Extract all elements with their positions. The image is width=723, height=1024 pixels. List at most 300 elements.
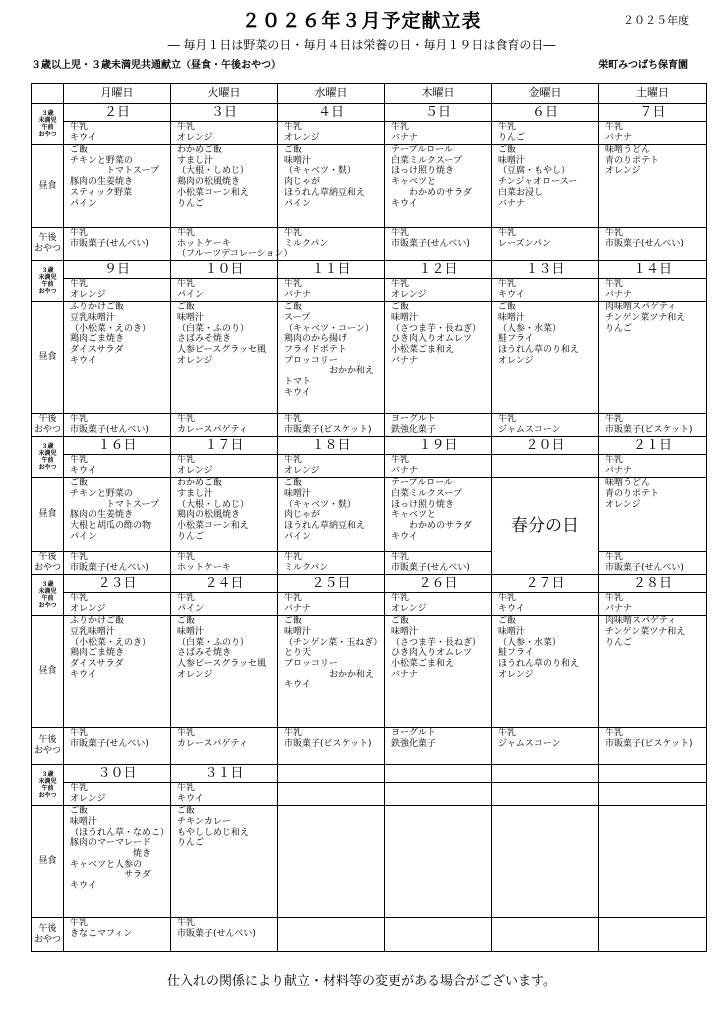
lunch-cell (599, 302, 707, 414)
afternoon-snack-cell (599, 414, 707, 437)
afternoon-snack-cell (278, 552, 385, 575)
lunch-label (32, 145, 64, 228)
menu-line: 青のりポテト (605, 488, 660, 499)
menu-line: 牛乳 (284, 122, 303, 132)
morning-snack-label (32, 104, 64, 145)
menu-line: （チンゲン菜・玉ねぎ） (284, 637, 383, 648)
menu-line: ブロッコリー (284, 355, 338, 366)
afternoon-snack-label (32, 552, 64, 575)
morning-snack-cell (171, 783, 278, 806)
lunch-cell (64, 302, 171, 414)
menu-line: キウイ (70, 465, 97, 476)
menu-line: 牛乳 (284, 279, 303, 290)
menu-line: キウイ (498, 603, 525, 614)
menu-line: 鶏肉の松風焼き (177, 510, 241, 521)
morning-snack-cell (385, 593, 492, 616)
menu-line: キウイ (391, 198, 418, 209)
menu-line: オレンジ (177, 355, 213, 366)
menu-line: キャベツと人参の (70, 859, 143, 870)
menu-line: 市販菓子(ビスケット) (605, 424, 693, 435)
menu-line: （小松菜・えのき） (70, 637, 152, 648)
afternoon-snack-cell (492, 918, 599, 952)
menu-line: 牛乳 (391, 279, 410, 290)
menu-line: 牛乳 (391, 552, 410, 563)
lunch-label (32, 616, 64, 728)
menu-line: ふりかけご飯 (70, 616, 125, 627)
menu-line: ほうれん草納豆和え (284, 520, 366, 531)
morning-snack-label-text: 未満児 (38, 274, 57, 282)
menu-line: ご飯 (284, 478, 303, 489)
afternoon-snack-label (32, 414, 64, 437)
afternoon-snack-cell (492, 728, 599, 765)
menu-line: ホットケーキ (177, 238, 231, 249)
menu-line: 豆乳味噌汁 (70, 626, 116, 637)
morning-snack-label-text: 午前 (41, 457, 54, 465)
menu-line: 肉味噌スパゲティ (605, 302, 677, 313)
menu-line: （キャベツ・麩） (284, 166, 357, 177)
menu-line: バナナ (391, 132, 419, 143)
afternoon-snack-cell (385, 918, 492, 952)
menu-line: 牛乳 (498, 228, 517, 238)
lunch-cell (64, 806, 171, 918)
menu-line: トマトスープ (70, 499, 160, 510)
menu-line: オレンジ (605, 499, 641, 510)
menu-line: トマト (284, 377, 312, 388)
afternoon-snack-cell (599, 552, 707, 575)
menu-line: 白菜お浸し (498, 187, 544, 198)
lunch-cell (278, 806, 385, 918)
menu-line: 味噌うどん (605, 478, 651, 489)
menu-line: オレンジ (605, 166, 641, 177)
afternoon-snack-cell (385, 728, 492, 765)
menu-line: とり天 (284, 648, 312, 659)
weekday-wed: 水曜日 (278, 84, 385, 104)
menu-line: ご飯 (498, 616, 517, 627)
menu-line: わかめのサラダ (391, 520, 472, 531)
menu-line: 肉じゃが (284, 510, 321, 521)
menu-line: キウイ (284, 680, 311, 691)
menu-line: バナナ (605, 132, 633, 143)
afternoon-snack-label-text: 午後 (38, 414, 57, 425)
menu-line: チンジャオロースー (498, 177, 578, 188)
morning-snack-cell (599, 593, 707, 616)
menu-line: キウイ (498, 289, 525, 300)
menu-line: りんご (605, 637, 633, 648)
menu-line: パイン (70, 531, 98, 542)
menu-line: 牛乳 (177, 414, 196, 425)
afternoon-snack-label-text: おやつ (33, 563, 61, 574)
menu-line: （大根・しめじ） (177, 499, 250, 510)
afternoon-snack-cell (64, 228, 171, 261)
menu-line: 牛乳 (605, 728, 624, 739)
morning-snack-cell (599, 455, 707, 478)
school-name: 栄町みつばち保育園 (598, 60, 688, 71)
menu-line: ジャムスコーン (498, 738, 561, 749)
lunch-cell (492, 616, 599, 728)
menu-line: 牛乳 (70, 122, 89, 132)
menu-line: （キャベツ・コーン） (284, 323, 374, 334)
morning-snack-label-text: 午前 (41, 281, 54, 289)
date-row (32, 437, 707, 455)
menu-line: ヨーグルト (391, 414, 436, 425)
menu-line: 鉄強化菓子 (391, 424, 437, 435)
date-cell: １７日 (171, 437, 278, 455)
date-cell: ６日 (492, 104, 599, 122)
lunch-cell (171, 478, 278, 552)
menu-line: 人参ピースグラッセ風 (177, 344, 267, 355)
date-cell: ２日 (64, 104, 171, 122)
menu-line: パイン (70, 198, 98, 209)
menu-line: オレンジ (70, 603, 106, 614)
menu-line: 肉じゃが (284, 177, 321, 188)
menu-line: 市販菓子(ビスケット) (284, 424, 372, 435)
date-cell: １４日 (599, 261, 707, 279)
afternoon-snack-label-text: おやつ (33, 746, 61, 757)
menu-line: テーブルロール (391, 478, 454, 489)
menu-line: 味噌汁 (284, 626, 312, 637)
menu-line: 小松菜ごま和え (391, 658, 455, 669)
date-cell: ７日 (599, 104, 707, 122)
menu-line: バナナ (605, 465, 633, 476)
menu-line: 鶏肉ごま焼き (70, 334, 125, 345)
afternoon-snack-cell (278, 918, 385, 952)
date-row (32, 261, 707, 279)
menu-line: ほっけ照り焼き (391, 499, 455, 510)
menu-line: レーズンパン (498, 238, 551, 249)
date-cell: １１日 (278, 261, 385, 279)
afternoon-snack-cell (385, 228, 492, 261)
menu-line: ご飯 (284, 145, 303, 155)
morning-snack-label-text: 午前 (41, 785, 54, 793)
lunch-cell (385, 616, 492, 728)
lunch-cell (171, 806, 278, 918)
menu-line: りんご (177, 198, 205, 209)
menu-line: 味噌汁 (498, 626, 526, 637)
afternoon-snack-cell (171, 552, 278, 575)
menu-line: 鶏肉ごま焼き (70, 648, 125, 659)
menu-line: 市販菓子(せんべい) (177, 928, 256, 939)
menu-line: ダイスサラダ (70, 344, 124, 355)
menu-line: りんご (177, 531, 205, 542)
afternoon-snack-label-text: 午後 (38, 552, 57, 563)
menu-line: （小松菜・えのき） (70, 323, 152, 334)
morning-snack-label-text: おやつ (38, 792, 57, 800)
morning-snack-row (32, 279, 707, 302)
lunch-cell (385, 806, 492, 918)
menu-line: ご飯 (70, 145, 89, 155)
menu-line: 牛乳 (498, 279, 517, 290)
menu-line: キウイ (70, 132, 97, 143)
menu-line: 豚肉の生姜焼き (70, 510, 134, 521)
morning-snack-cell (64, 593, 171, 616)
lunch-label-text: 昼食 (38, 180, 57, 191)
lunch-cell (385, 145, 492, 228)
footer-note: 仕入れの関係により献立・材料等の変更がある場合がございます。 (167, 974, 556, 989)
menu-line: ご飯 (391, 616, 410, 627)
date-cell: ２５日 (278, 575, 385, 593)
afternoon-snack-label-text: 午後 (38, 233, 57, 244)
morning-snack-label-text: おやつ (38, 131, 57, 138)
lunch-cell (599, 616, 707, 728)
afternoon-snack-label-text: おやつ (33, 244, 61, 255)
menu-line: キウイ (177, 793, 204, 804)
menu-line: （フルーツデコレーション） (177, 249, 293, 260)
morning-snack-cell (385, 455, 492, 478)
afternoon-snack-cell (64, 414, 171, 437)
morning-snack-cell (599, 122, 707, 145)
date-cell: ２３日 (64, 575, 171, 593)
menu-line: キウイ (391, 531, 418, 542)
menu-line: チキンと野菜の (70, 488, 133, 499)
menu-line: バナナ (391, 669, 419, 680)
menu-line: ご飯 (284, 616, 303, 627)
date-cell: １９日 (385, 437, 492, 455)
menu-line: ダイスサラダ (70, 658, 124, 669)
afternoon-snack-cell (64, 728, 171, 765)
menu-line: バナナ (605, 289, 633, 300)
menu-line: りんご (177, 838, 205, 849)
lunch-row (32, 478, 707, 552)
menu-line: オレンジ (284, 132, 320, 143)
lunch-row (32, 806, 707, 918)
afternoon-snack-label-text: 午後 (38, 735, 57, 746)
menu-line: 味噌汁 (498, 312, 526, 323)
menu-line: ブロッコリー (284, 658, 338, 669)
menu-line: トマトスープ (70, 166, 160, 177)
lunch-cell (171, 145, 278, 228)
morning-snack-label (32, 261, 64, 302)
menu-line: 味噌汁 (284, 488, 312, 499)
date-cell (385, 765, 492, 783)
morning-snack-cell (171, 593, 278, 616)
afternoon-snack-row (32, 552, 707, 575)
menu-line: 味噌汁 (177, 312, 205, 323)
menu-line: パイン (284, 198, 312, 209)
fiscal-year: ２０２５年度 (623, 14, 689, 27)
menu-line: オレンジ (70, 289, 106, 300)
date-cell: ３日 (171, 104, 278, 122)
date-cell (278, 765, 385, 783)
menu-line: サラダ (70, 870, 151, 881)
date-cell: ２７日 (492, 575, 599, 593)
menu-line: 牛乳 (284, 414, 303, 425)
menu-line: 牛乳 (498, 414, 517, 425)
menu-line: バナナ (391, 355, 419, 366)
menu-line: キャベツと (391, 510, 437, 521)
afternoon-snack-cell (171, 728, 278, 765)
menu-line: 牛乳 (177, 552, 196, 563)
menu-line: 牛乳 (605, 552, 624, 563)
menu-line: わかめご飯 (177, 145, 223, 155)
morning-snack-cell (385, 279, 492, 302)
menu-line: パイン (284, 531, 312, 542)
menu-line: 味噌汁 (70, 816, 98, 827)
morning-snack-cell (278, 783, 385, 806)
weekday-header-row (32, 84, 707, 104)
menu-line: 鮭フライ (498, 334, 534, 345)
menu-line: わかめご飯 (177, 478, 223, 489)
menu-line: チキンカレー (177, 816, 231, 827)
menu-line: 牛乳 (177, 279, 196, 290)
menu-line: スープ (284, 312, 311, 323)
menu-line: 市販菓子(せんべい) (70, 424, 149, 435)
menu-line: オレンジ (177, 465, 213, 476)
menu-line: 牛乳 (70, 918, 89, 929)
menu-line: ひき肉入りオムレツ (391, 334, 473, 345)
menu-line: キウイ (70, 881, 97, 892)
afternoon-snack-cell (171, 918, 278, 952)
menu-line: おかか和え (284, 366, 375, 377)
menu-line: 市販菓子(せんべい) (70, 562, 149, 573)
menu-line: 牛乳 (498, 728, 517, 739)
menu-line: ほうれん草納豆和え (284, 187, 366, 198)
morning-snack-label-text: 未満児 (38, 450, 57, 458)
morning-snack-cell (278, 455, 385, 478)
menu-line: 小松菜ごま和え (391, 344, 455, 355)
holiday-cell: 春分の日 (492, 478, 599, 575)
menu-line: ご飯 (70, 478, 89, 489)
lunch-row (32, 302, 707, 414)
menu-line: （白菜・ふのり） (177, 637, 250, 648)
menu-line: バナナ (605, 603, 633, 614)
morning-snack-cell (278, 122, 385, 145)
menu-line: ひき肉入りオムレツ (391, 648, 473, 659)
menu-line: （豆腐・もやし） (498, 166, 571, 177)
menu-line: 牛乳 (177, 122, 196, 132)
afternoon-snack-label-text: 午後 (38, 923, 57, 934)
morning-snack-label (32, 765, 64, 806)
morning-snack-label-text: ３歳 (41, 581, 54, 589)
menu-line: 市販菓子(せんべい) (605, 238, 684, 249)
menu-line: カレースパゲティ (177, 424, 248, 435)
morning-snack-cell (64, 279, 171, 302)
morning-snack-label-text: ３歳 (41, 443, 54, 451)
menu-line: オレンジ (498, 355, 534, 366)
menu-table (31, 83, 707, 952)
menu-line: ほうれん草のり和え (498, 344, 580, 355)
menu-line: 白菜ミルクスープ (391, 155, 462, 166)
lunch-cell (599, 145, 707, 228)
date-cell: ３０日 (64, 765, 171, 783)
morning-snack-label-text: ３歳 (41, 771, 54, 779)
menu-line: フライドポテト (284, 344, 347, 355)
morning-snack-label-text: ３歳 (41, 267, 54, 275)
menu-line: 牛乳 (391, 593, 410, 604)
menu-line: 牛乳 (70, 455, 89, 466)
menu-line: オレンジ (284, 465, 320, 476)
morning-snack-row (32, 455, 707, 478)
menu-line: ふりかけご飯 (70, 302, 125, 313)
menu-line: 牛乳 (177, 783, 196, 794)
menu-line: 牛乳 (284, 228, 303, 238)
menu-line: 鮭フライ (498, 648, 534, 659)
menu-line: ご飯 (177, 806, 196, 817)
menu-line: チンゲン菜ツナ和え (605, 626, 686, 637)
menu-line: 牛乳 (284, 552, 303, 563)
lunch-cell (492, 145, 599, 228)
menu-line: ご飯 (284, 302, 303, 313)
afternoon-snack-row (32, 228, 707, 261)
menu-line: バナナ (284, 289, 312, 300)
menu-line: （キャベツ・麩） (284, 499, 357, 510)
menu-line: ジャムスコーン (498, 424, 561, 435)
morning-snack-cell (599, 783, 707, 806)
menu-line: 牛乳 (605, 455, 624, 466)
menu-line: 牛乳 (70, 228, 89, 238)
afternoon-snack-cell (64, 918, 171, 952)
date-row (32, 575, 707, 593)
lunch-cell (278, 302, 385, 414)
lunch-cell (278, 616, 385, 728)
menu-line: ヨーグルト (391, 728, 436, 739)
menu-line: 味噌汁 (177, 626, 205, 637)
menu-line: 豚肉のマーマレード (70, 838, 152, 849)
menu-line: 牛乳 (177, 593, 196, 604)
menu-line: 鶏肉の松風焼き (177, 177, 241, 188)
date-cell (599, 765, 707, 783)
morning-snack-cell (385, 783, 492, 806)
date-cell: ３１日 (171, 765, 278, 783)
menu-line: 肉味噌スパゲティ (605, 616, 677, 627)
afternoon-snack-row (32, 918, 707, 952)
lunch-label-text: 昼食 (38, 666, 57, 677)
morning-snack-row (32, 783, 707, 806)
menu-line: （さつま芋・長ねぎ） (391, 637, 482, 648)
lunch-cell (385, 302, 492, 414)
menu-line: キウイ (70, 355, 97, 366)
morning-snack-row (32, 593, 707, 616)
lunch-label (32, 478, 64, 552)
menu-line: ご飯 (70, 806, 89, 817)
morning-snack-label-text: 午前 (41, 595, 54, 603)
morning-snack-cell (171, 279, 278, 302)
morning-snack-label-text: ３歳 (41, 110, 54, 117)
date-cell: １３日 (492, 261, 599, 279)
lunch-cell (171, 616, 278, 728)
menu-line: ほっけ照り焼き (391, 166, 455, 177)
date-cell (492, 765, 599, 783)
menu-line: 味噌うどん (605, 145, 651, 155)
menu-line: 味噌汁 (284, 155, 312, 166)
date-cell: １２日 (385, 261, 492, 279)
morning-snack-cell (64, 122, 171, 145)
afternoon-snack-cell (278, 228, 385, 261)
menu-line: ご飯 (498, 302, 517, 313)
lunch-label (32, 302, 64, 414)
morning-snack-cell (171, 122, 278, 145)
menu-line: テーブルロール (391, 145, 454, 155)
menu-line: もやししめじ和え (177, 827, 250, 838)
morning-snack-cell (278, 279, 385, 302)
menu-line: スティック野菜 (70, 187, 133, 198)
menu-line: 鶏肉のから揚げ (284, 334, 348, 345)
lunch-cell (64, 478, 171, 552)
menu-line: 味噌汁 (391, 312, 419, 323)
menu-line: おかか和え (284, 669, 375, 680)
menu-line: ほうれん草のり和え (498, 658, 580, 669)
menu-line: 大根と胡瓜の酢の物 (70, 520, 152, 531)
menu-line: 牛乳 (605, 122, 624, 132)
menu-line: （人参・水菜） (498, 637, 562, 648)
morning-snack-cell (64, 455, 171, 478)
lunch-cell (492, 806, 599, 918)
weekday-mon: 月曜日 (64, 84, 171, 104)
weekday-fri: 金曜日 (492, 84, 599, 104)
menu-line: 牛乳 (70, 593, 89, 604)
menu-line: キウイ (70, 669, 97, 680)
lunch-cell (278, 145, 385, 228)
menu-line: 市販菓子(せんべい) (391, 238, 470, 249)
